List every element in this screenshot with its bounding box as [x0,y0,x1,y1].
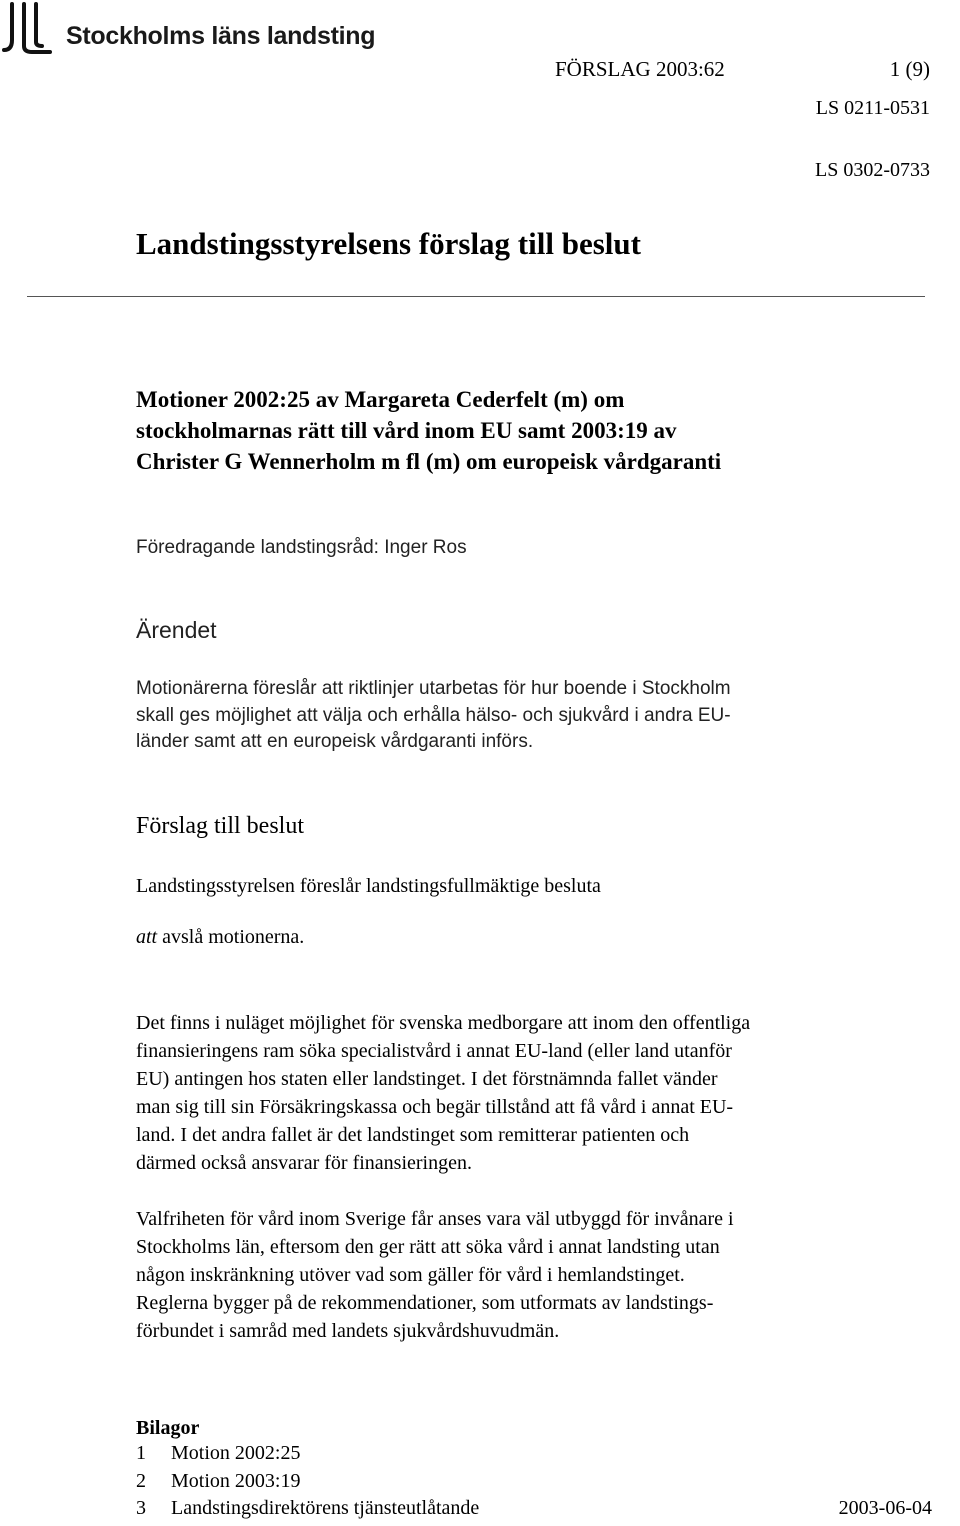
body-paragraph-1 [136,1009,750,1177]
paragraph-line: därmed också ansvarar för finansieringen. [136,1152,472,1174]
paragraph-line: Det finns i nuläget möjlighet för svenska medborgare att inom den offentliga [136,1012,751,1034]
body-paragraph-2 [136,1205,734,1345]
paragraph-line: skall ges möjlighet att välja och erhålla hälso- och sjukvård i andra EU- [136,704,731,726]
decision-text: avslå motionerna. [157,926,305,948]
paragraph-line: EU) antingen hos staten eller landstinget. I det förstnämnda fallet vänder [136,1068,718,1090]
document-title: Landstingsstyrelsens förslag till beslut [136,226,641,261]
paragraph-line: länder samt att en europeisk vårdgaranti införs. [136,731,534,752]
attachment-label: Motion 2002:25 [171,1442,301,1464]
attachment-number: 1 [136,1442,146,1464]
motion-title-line: Christer G Wennerholm m fl (m) om europeisk vårdgaranti [136,449,722,474]
paragraph-line: Stockholms län, eftersom den ger rätt att söka vård i annat landsting utan [136,1236,720,1258]
attachment-number: 2 [136,1470,146,1492]
paragraph-line: Reglerna bygger på de rekommendationer, som utformats av landstings- [136,1292,714,1314]
paragraph-line: man sig till sin Försäkringskassa och begär tillstånd att få vård i annat EU- [136,1096,734,1118]
forslag-decision [136,923,304,951]
paragraph-line: förbundet i samråd med landets sjukvårdshuvudmän. [136,1320,560,1342]
section-heading-arendet: Ärendet [136,617,217,643]
section-heading-forslag: Förslag till beslut [136,813,304,839]
reference-number-1: LS 0211-0531 [815,97,930,119]
attachments-heading: Bilagor [136,1417,200,1439]
forslag-intro: Landstingsstyrelsen föreslår landstingsfullmäktige besluta [136,875,601,897]
paragraph-line: Motionärerna föreslår att riktlinjer utarbetas för hur boende i Stockholm [136,678,731,699]
att-word: att [136,926,158,948]
motion-title-line: Motioner 2002:25 av Margareta Cederfelt (m) om [136,387,625,412]
attachment-label: Landstingsdirektörens tjänsteutlåtande [171,1497,480,1519]
motion-title-line: stockholmarnas rätt till vård inom EU samt 2003:19 av [136,418,677,443]
attachment-item [136,1442,932,1465]
attachment-number: 3 [136,1497,146,1519]
title-divider [27,296,925,297]
paragraph-line: Valfriheten för vård inom Sverige får anses vara väl utbyggd för invånare i [136,1208,734,1230]
presenter-line: Föredragande landstingsråd: Inger Ros [136,537,467,558]
attachment-date: 2003-06-04 [838,1497,932,1519]
page-number: 1 (9) [889,57,930,81]
document-id: FÖRSLAG 2003:62 [555,57,725,81]
motion-title [136,384,721,477]
attachment-label: Motion 2003:19 [171,1470,301,1492]
attachment-item [136,1497,932,1520]
attachment-item [136,1470,932,1493]
paragraph-line: land. I det andra fallet är det landstinget som remitterar patienten och [136,1124,690,1146]
paragraph-line: någon inskränkning utöver vad som gäller för vård i hemlandstinget. [136,1264,685,1286]
paragraph-line: finansieringens ram söka specialistvård i annat EU-land (eller land utanför [136,1040,732,1062]
arendet-paragraph [136,676,731,756]
reference-number-2: LS 0302-0733 [815,159,930,181]
org-logo-text: Stockholms läns landsting [66,22,376,50]
